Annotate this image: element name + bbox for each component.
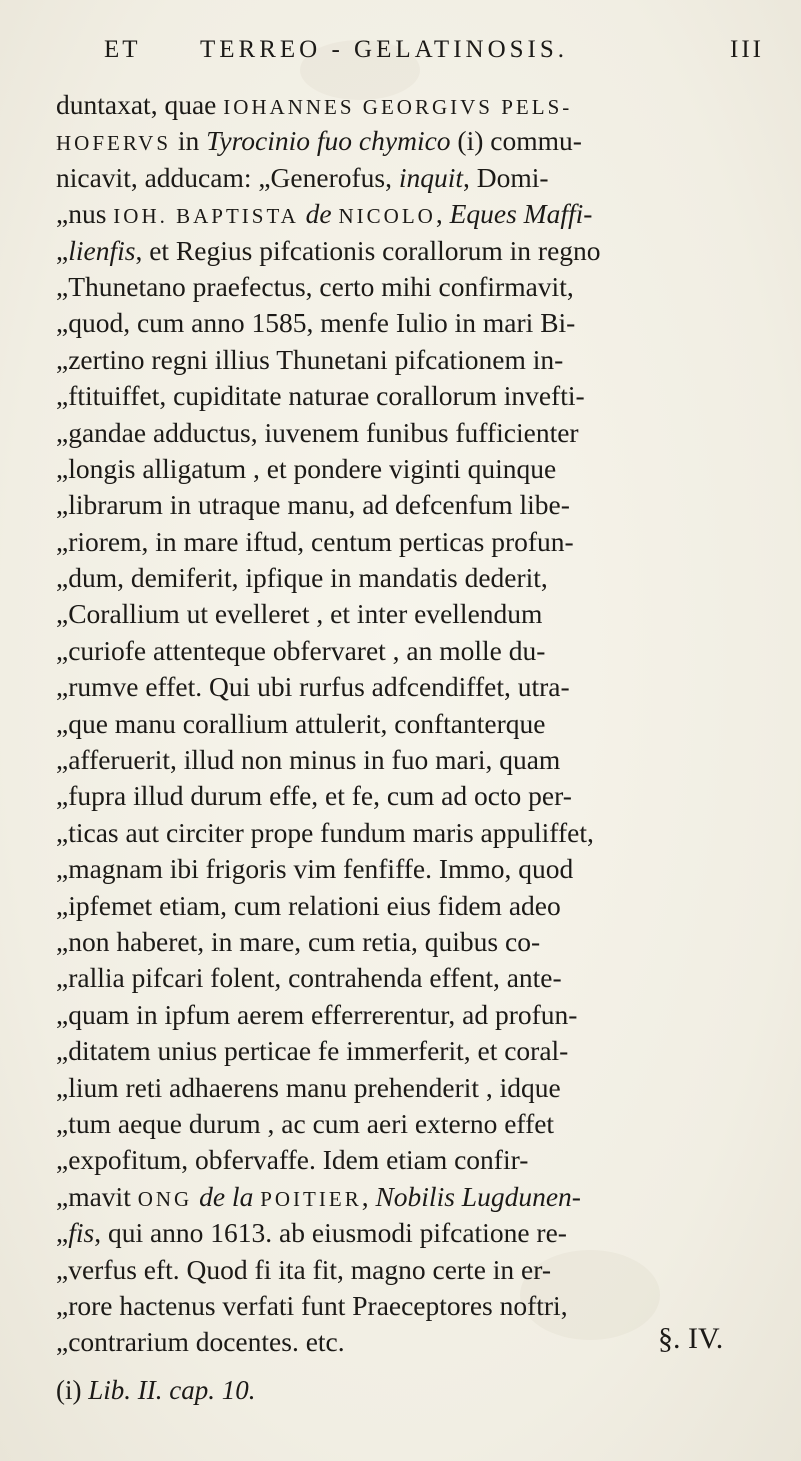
text-segment: „gandae adductus, iuvenem funibus fufficienter [56,416,579,448]
text-segment: duntaxat, quae [56,89,224,120]
text-segment: , [435,198,450,230]
text-line [56,596,771,632]
text-segment: IOHANNES GEORGIVS PELS- [223,95,573,119]
text-segment: „dum, demiferit, ipfique in mandatis dederit, [56,562,548,594]
text-segment: (i) commu- [450,125,582,157]
text-line [56,778,771,814]
text-line [56,196,771,232]
text-segment: inquit [398,161,464,193]
text-segment: „magnam ibi frigoris vim fenfiffe. Immo, quod [56,853,574,885]
text-line [56,633,771,669]
text-segment: in [171,125,207,157]
text-segment: , qui anno 1613. ab eiusmodi pifcatione re- [94,1217,567,1249]
text-segment: ONG [137,1186,193,1211]
text-segment: IOH. BAPTISTA [113,204,299,229]
footnote-marker: (i) [56,1375,82,1405]
text-segment: „contrarium docentes. etc. [56,1326,345,1358]
text-line [56,123,771,159]
text-segment: „expofitum, obfervaffe. Idem etiam confir- [56,1144,529,1176]
text-segment: „ipfemet etiam, cum relationi eius fidem adeo [56,889,561,921]
text-line [56,269,771,305]
text-line [56,960,771,996]
text-segment: „verfus eft. Quod fi ita fit, magno certe in er- [56,1253,552,1285]
text-segment: , [361,1180,376,1212]
text-line [56,160,771,196]
text-segment: „que manu corallium attulerit, conftanterque [56,707,546,739]
text-line [56,851,771,887]
text-segment: , Domi- [463,161,549,193]
footnote-text: Lib. II. cap. 10. [88,1375,256,1405]
text-segment: „lium reti adhaerens manu prehenderit , idque [56,1071,561,1103]
text-segment: „fupra illud durum effe, et fe, cum ad octo per- [56,780,572,812]
text-segment: „tum aeque durum , ac cum aeri externo effet [56,1107,555,1139]
text-line [56,342,771,378]
text-segment: „afferuerit, illud non minus in fuo mari, quam [56,744,561,776]
text-segment: „quam in ipfum aerem efferrerentur, ad profun- [56,998,578,1030]
text-line [56,1070,771,1106]
text-segment: NICOLO [338,204,436,229]
text-line [56,1106,771,1142]
text-line [56,415,771,451]
text-segment: „ftituiffet, cupiditate naturae corallorum invefti- [56,380,585,412]
text-line [56,233,771,269]
text-segment: „quod, cum anno 1585, menfe Iulio in mari Bi- [56,307,576,339]
text-segment: HOFERVS [56,131,172,156]
text-segment: de la [199,1180,254,1212]
text-segment: „ [56,234,69,266]
text-segment: Tyrocinio fuo chymico [206,125,451,157]
text-segment: „Corallium ut evelleret , et inter evellendum [56,598,543,630]
text-line [56,669,771,705]
text-segment: „longis alligatum , et pondere viginti quinque [56,452,557,484]
text-segment [299,198,306,229]
text-segment: „curiofe attenteque obfervaret , an molle du- [56,634,546,666]
text-line [56,305,771,341]
text-segment: „riorem, in mare iftud, centum perticas profun- [56,525,574,557]
text-line [56,1288,771,1324]
text-segment: „ [56,1217,69,1249]
text-line [56,1179,771,1215]
text-line [56,1252,771,1288]
section-mark: §. IV. [658,1322,724,1355]
text-segment: fis [68,1217,95,1249]
page-number: III [730,36,764,63]
text-line [56,1033,771,1069]
text-segment: „Thunetano praefectus, certo mihi confirmavit, [56,270,574,302]
text-segment: de [305,198,332,230]
text-line [56,378,771,414]
text-line [56,997,771,1033]
text-line [56,924,771,960]
text-segment: „zertino regni illius Thunetani pifcationem in- [56,343,564,375]
text-line [56,888,771,924]
text-segment [332,198,339,229]
text-segment: Eques Maffi- [449,198,593,230]
header-left: ET [104,36,141,63]
text-segment: „non haberet, in mare, cum retia, quibus co- [56,925,541,957]
text-segment: „ticas aut circiter prope fundum maris appuliffet, [56,816,594,848]
text-line [56,487,771,523]
text-segment: POITIER [260,1186,362,1211]
text-segment: „rumve effet. Qui ubi rurfus adfcendiffet, utra- [56,671,570,703]
body-text [56,87,771,1361]
text-line [56,815,771,851]
text-segment: nicavit, adducam: „Generofus, [56,161,399,193]
text-segment: „ditatem unius perticae fe immerferit, et coral- [56,1035,569,1067]
text-segment: „nus [56,198,114,230]
text-segment: „rallia pifcari folent, contrahenda effent, ante- [56,962,562,994]
text-line [56,742,771,778]
text-line [56,1142,771,1178]
text-segment: „librarum in utraque manu, ad defcenfum libe- [56,489,570,521]
running-header [104,36,764,76]
text-line [56,706,771,742]
text-line [56,524,771,560]
text-segment: lienfis [68,234,136,266]
text-segment: Nobilis Lugdunen- [375,1180,581,1212]
text-segment: „rore hactenus verfati funt Praeceptores noftri, [56,1289,568,1321]
text-segment: „mavit [56,1180,138,1212]
header-title: TERREO - GELATINOSIS. [200,36,569,63]
text-line [56,1215,771,1251]
text-segment: , et Regius pifcationis corallorum in regno [135,234,601,266]
text-line [56,560,771,596]
text-line [56,87,771,123]
footnote [56,1375,255,1406]
text-line [56,451,771,487]
